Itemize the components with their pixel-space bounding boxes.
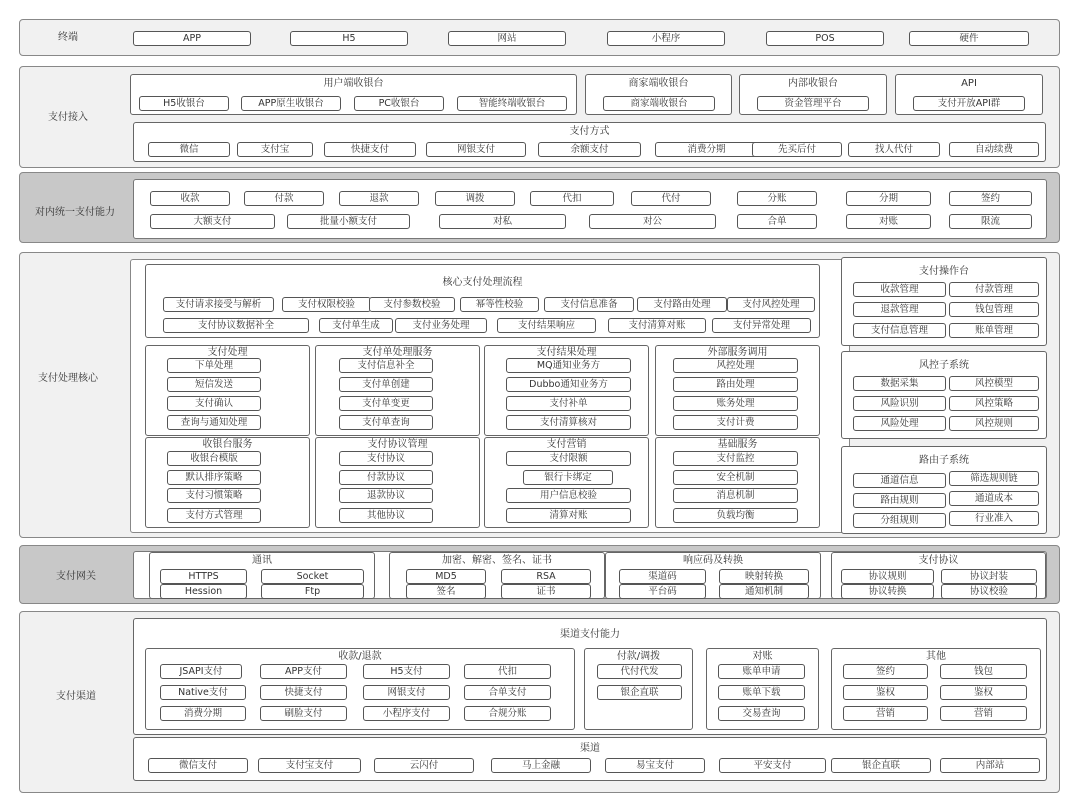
channel-item[interactable]: 云闪付 — [374, 758, 474, 773]
core-module-item[interactable]: 退款协议 — [339, 488, 433, 503]
core-module-item[interactable]: 支付监控 — [673, 451, 798, 466]
gateway-item[interactable]: HTTPS — [160, 569, 247, 584]
capability-item[interactable]: 对公 — [589, 214, 716, 229]
risk-subsystem-item[interactable]: 风险识别 — [853, 396, 946, 411]
gateway-group-title: 加密、解密、签名、证书 — [442, 555, 552, 566]
core-layer-title: 支付处理核心 — [38, 373, 98, 384]
route-subsystem — [841, 446, 1047, 534]
ops-console-item[interactable]: 账单管理 — [949, 323, 1039, 338]
terminal-layer-title: 终端 — [58, 32, 78, 43]
internal-cashier-item[interactable]: 资金管理平台 — [757, 96, 869, 111]
channels-group — [133, 737, 1047, 781]
risk-subsystem-item[interactable]: 风控模型 — [949, 376, 1039, 391]
risk-subsystem-item[interactable]: 数据采集 — [853, 376, 946, 391]
other-item[interactable]: 签约 — [843, 664, 928, 679]
user-cashier-item[interactable]: H5收银台 — [139, 96, 229, 111]
gateway-item[interactable]: 平台码 — [619, 584, 706, 599]
api-group — [895, 74, 1043, 115]
core-module-item[interactable]: 风控处理 — [673, 358, 798, 373]
other-item[interactable]: 营销 — [940, 706, 1027, 721]
reconcile-item[interactable]: 账单申请 — [718, 664, 805, 679]
other-group — [831, 648, 1041, 730]
capability-item[interactable]: 签约 — [949, 191, 1032, 206]
terminal-item[interactable]: APP — [133, 31, 251, 46]
core-flow-group — [145, 264, 820, 338]
core-flow-step[interactable]: 支付风控处理 — [727, 297, 815, 312]
gateway-group-title: 响应码及转换 — [683, 555, 743, 566]
payment-method-item[interactable]: 自动续费 — [949, 142, 1039, 157]
collect-refund-item[interactable]: Native支付 — [160, 685, 246, 700]
other-item[interactable]: 钱包 — [940, 664, 1027, 679]
core-flow-step[interactable]: 支付路由处理 — [637, 297, 727, 312]
payment-method-item[interactable]: 余额支付 — [538, 142, 641, 157]
core-flow-title: 核心支付处理流程 — [442, 277, 523, 288]
capability-item[interactable]: 退款 — [339, 191, 419, 206]
capability-panel — [133, 179, 1047, 239]
core-flow-step[interactable]: 支付业务处理 — [395, 318, 487, 333]
gateway-group — [605, 552, 821, 599]
core-module-item[interactable]: 下单处理 — [167, 358, 261, 373]
gateway-item[interactable]: 映射转换 — [719, 569, 809, 584]
capability-item[interactable]: 对私 — [439, 214, 566, 229]
payment-method-item[interactable]: 先买后付 — [752, 142, 842, 157]
merchant-cashier-title: 商家端收银台 — [628, 78, 689, 89]
collect-refund-item[interactable]: 刷脸支付 — [260, 706, 347, 721]
collect-refund-title: 收款/退款 — [338, 651, 382, 662]
payment-methods-group — [133, 122, 1046, 162]
gateway-item[interactable]: 协议校验 — [941, 584, 1037, 599]
capability-layer-title: 对内统一支付能力 — [35, 207, 115, 218]
collect-refund-item[interactable]: 快捷支付 — [260, 685, 347, 700]
gateway-group — [389, 552, 605, 599]
collect-refund-item[interactable]: 消费分期 — [160, 706, 246, 721]
pay-transfer-group — [584, 648, 693, 730]
gateway-item[interactable]: Socket — [261, 569, 364, 584]
core-module-item[interactable]: Dubbo通知业务方 — [506, 377, 631, 392]
terminal-item[interactable]: 硬件 — [909, 31, 1029, 46]
core-module-title: 支付处理 — [207, 347, 248, 358]
core-flow-step[interactable]: 支付单生成 — [319, 318, 393, 333]
payment-method-item[interactable]: 支付宝 — [237, 142, 313, 157]
terminal-item[interactable]: 小程序 — [607, 31, 725, 46]
capability-item[interactable]: 对账 — [846, 214, 931, 229]
ops-console-item[interactable]: 收款管理 — [853, 282, 946, 297]
core-module-title: 支付协议管理 — [367, 439, 428, 450]
channel-item[interactable]: 银企直联 — [831, 758, 931, 773]
gateway-item[interactable]: 证书 — [501, 584, 591, 599]
risk-subsystem-item[interactable]: 风控规则 — [949, 416, 1039, 431]
core-module-title: 支付单处理服务 — [362, 347, 433, 358]
core-flow-step[interactable]: 幂等性校验 — [460, 297, 539, 312]
core-module-item[interactable]: 支付确认 — [167, 396, 261, 411]
route-subsystem-item[interactable]: 路由规则 — [853, 493, 946, 508]
route-subsystem-item[interactable]: 通道成本 — [949, 491, 1039, 506]
core-module-item[interactable]: 用户信息校验 — [506, 488, 631, 503]
user-cashier-item[interactable]: PC收银台 — [354, 96, 444, 111]
core-module-item[interactable]: 查询与通知处理 — [167, 415, 261, 430]
channel-layer — [19, 611, 1060, 793]
reconcile-item[interactable]: 交易查询 — [718, 706, 805, 721]
ops-console-item[interactable]: 付款管理 — [949, 282, 1039, 297]
internal-cashier-title: 内部收银台 — [788, 78, 838, 89]
route-subsystem-item[interactable]: 筛选规则链 — [949, 471, 1039, 486]
channel-item[interactable]: 内部站 — [940, 758, 1040, 773]
channel-capability — [133, 618, 1047, 735]
core-module-item[interactable]: 安全机制 — [673, 470, 798, 485]
capability-item[interactable]: 代付 — [631, 191, 711, 206]
core-flow-step[interactable]: 支付信息准备 — [544, 297, 634, 312]
terminal-item[interactable]: POS — [766, 31, 884, 46]
reconcile-title: 对账 — [752, 651, 773, 662]
core-flow-step[interactable]: 支付请求接受与解析 — [163, 297, 274, 312]
capability-item[interactable]: 限流 — [949, 214, 1032, 229]
reconcile-group — [706, 648, 819, 730]
api-item[interactable]: 支付开放API群 — [913, 96, 1025, 111]
capability-layer — [19, 172, 1060, 243]
channel-item[interactable]: 微信支付 — [148, 758, 248, 773]
core-module — [315, 345, 480, 436]
core-module-item[interactable]: 其他协议 — [339, 508, 433, 523]
risk-subsystem-item[interactable]: 风控策略 — [949, 396, 1039, 411]
access-layer — [19, 66, 1060, 168]
core-module-item[interactable]: 收银台模版 — [167, 451, 261, 466]
collect-refund-item[interactable]: JSAPI支付 — [160, 664, 242, 679]
collect-refund-item[interactable]: H5支付 — [363, 664, 450, 679]
core-flow-step[interactable]: 支付协议数据补全 — [163, 318, 309, 333]
core-module-item[interactable]: 支付单变更 — [339, 396, 433, 411]
core-module-item[interactable]: 清算对账 — [506, 508, 631, 523]
payment-method-item[interactable]: 快捷支付 — [324, 142, 416, 157]
gateway-item[interactable]: 签名 — [406, 584, 486, 599]
terminal-item[interactable]: 网站 — [448, 31, 566, 46]
capability-item[interactable]: 代扣 — [530, 191, 614, 206]
core-flow-step[interactable]: 支付异常处理 — [712, 318, 811, 333]
route-subsystem-item[interactable]: 通道信息 — [853, 473, 946, 488]
collect-refund-item[interactable]: 代扣 — [464, 664, 551, 679]
gateway-item[interactable]: 协议封装 — [941, 569, 1037, 584]
gateway-item[interactable]: 协议规则 — [841, 569, 934, 584]
route-subsystem-title: 路由子系统 — [919, 455, 969, 466]
core-module-item[interactable]: 路由处理 — [673, 377, 798, 392]
capability-item[interactable]: 付款 — [244, 191, 324, 206]
gateway-item[interactable]: Ftp — [261, 584, 364, 599]
payment-method-item[interactable]: 消费分期 — [655, 142, 758, 157]
user-cashier-item[interactable]: 智能终端收银台 — [457, 96, 567, 111]
channel-item[interactable]: 易宝支付 — [605, 758, 705, 773]
channel-item[interactable]: 平安支付 — [719, 758, 826, 773]
gateway-item[interactable]: MD5 — [406, 569, 486, 584]
merchant-cashier-group — [585, 74, 732, 115]
core-module-title: 外部服务调用 — [707, 347, 768, 358]
collect-refund-group — [145, 648, 575, 730]
core-flow-step[interactable]: 支付权限校验 — [282, 297, 371, 312]
channels-title: 渠道 — [580, 743, 600, 754]
capability-item[interactable]: 合单 — [737, 214, 817, 229]
other-item[interactable]: 营销 — [843, 706, 928, 721]
core-module-item[interactable]: 支付协议 — [339, 451, 433, 466]
payment-methods-title: 支付方式 — [569, 126, 610, 137]
channel-capability-title: 渠道支付能力 — [560, 629, 620, 640]
payment-method-item[interactable]: 找人代付 — [848, 142, 940, 157]
gateway-item[interactable]: 通知机制 — [719, 584, 809, 599]
gateway-group-title: 通讯 — [252, 555, 272, 566]
capability-item[interactable]: 分账 — [737, 191, 817, 206]
pay-transfer-item[interactable]: 银企直联 — [597, 685, 682, 700]
capability-item[interactable]: 收款 — [150, 191, 230, 206]
other-item[interactable]: 鉴权 — [843, 685, 928, 700]
core-module-item[interactable]: 支付清算核对 — [506, 415, 631, 430]
gateway-layer — [19, 545, 1060, 604]
user-cashier-title: 用户端收银台 — [323, 78, 384, 89]
core-module-item[interactable]: 支付限额 — [506, 451, 631, 466]
collect-refund-item[interactable]: 小程序支付 — [363, 706, 450, 721]
core-module — [315, 437, 480, 528]
user-cashier-item[interactable]: APP原生收银台 — [241, 96, 341, 111]
pay-transfer-item[interactable]: 代付代发 — [597, 664, 682, 679]
channel-layer-title: 支付渠道 — [56, 691, 96, 702]
core-module-item[interactable]: 支付单创建 — [339, 377, 433, 392]
core-layer — [19, 252, 1060, 538]
core-module-item[interactable]: MQ通知业务方 — [506, 358, 631, 373]
gateway-item[interactable]: 渠道码 — [619, 569, 706, 584]
core-module-item[interactable]: 付款协议 — [339, 470, 433, 485]
core-module — [655, 345, 820, 436]
gateway-layer-title: 支付网关 — [56, 571, 96, 582]
core-module-title: 支付结果处理 — [536, 347, 597, 358]
gateway-group — [149, 552, 375, 599]
core-module — [145, 437, 310, 528]
core-module-item[interactable]: 支付计费 — [673, 415, 798, 430]
core-module-item[interactable]: 支付习惯策略 — [167, 488, 261, 503]
core-flow-step[interactable]: 支付清算对账 — [608, 318, 706, 333]
core-module-item[interactable]: 支付信息补全 — [339, 358, 433, 373]
core-module-item[interactable]: 消息机制 — [673, 488, 798, 503]
collect-refund-item[interactable]: APP支付 — [260, 664, 347, 679]
core-flow-step[interactable]: 支付参数校验 — [369, 297, 455, 312]
core-module-item[interactable]: 负载均衡 — [673, 508, 798, 523]
core-module-item[interactable]: 短信发送 — [167, 377, 261, 392]
core-module-item[interactable]: 银行卡绑定 — [523, 470, 613, 485]
capability-item[interactable]: 调拨 — [435, 191, 515, 206]
gateway-item[interactable]: RSA — [501, 569, 591, 584]
core-module — [484, 437, 649, 528]
route-subsystem-item[interactable]: 行业准入 — [949, 511, 1039, 526]
internal-cashier-group — [739, 74, 887, 115]
api-title: API — [961, 78, 977, 89]
core-module — [655, 437, 820, 528]
core-module-title: 基础服务 — [717, 439, 758, 450]
risk-subsystem-title: 风控子系统 — [919, 360, 969, 371]
core-module-title: 支付营销 — [546, 439, 587, 450]
collect-refund-item[interactable]: 合单支付 — [464, 685, 551, 700]
ops-console-title: 支付操作台 — [919, 266, 969, 277]
terminal-layer — [19, 19, 1060, 56]
core-module-item[interactable]: 支付单查询 — [339, 415, 433, 430]
capability-item[interactable]: 批量小额支付 — [287, 214, 410, 229]
capability-item[interactable]: 大额支付 — [150, 214, 275, 229]
channel-item[interactable]: 支付宝支付 — [258, 758, 361, 773]
collect-refund-item[interactable]: 网银支付 — [363, 685, 450, 700]
core-module — [484, 345, 649, 436]
gateway-group — [831, 552, 1046, 599]
risk-subsystem-item[interactable]: 风险处理 — [853, 416, 946, 431]
risk-subsystem — [841, 351, 1047, 439]
core-module-item[interactable]: 支付方式管理 — [167, 508, 261, 523]
ops-console-item[interactable]: 钱包管理 — [949, 302, 1039, 317]
payment-method-item[interactable]: 微信 — [148, 142, 230, 157]
user-cashier-group — [130, 74, 577, 115]
core-module-item[interactable]: 默认排序策略 — [167, 470, 261, 485]
payment-method-item[interactable]: 网银支付 — [426, 142, 526, 157]
merchant-cashier-item[interactable]: 商家端收银台 — [603, 96, 715, 111]
other-title: 其他 — [926, 651, 946, 662]
collect-refund-item[interactable]: 合规分账 — [464, 706, 551, 721]
capability-item[interactable]: 分期 — [846, 191, 931, 206]
reconcile-item[interactable]: 账单下载 — [718, 685, 805, 700]
core-module-item[interactable]: 账务处理 — [673, 396, 798, 411]
other-item[interactable]: 鉴权 — [940, 685, 1027, 700]
core-module-item[interactable]: 支付补单 — [506, 396, 631, 411]
pay-transfer-title: 付款/调拨 — [616, 651, 661, 662]
access-layer-title: 支付接入 — [48, 112, 88, 123]
gateway-group-title: 支付协议 — [918, 555, 959, 566]
core-module — [145, 345, 310, 436]
core-module-title: 收银台服务 — [202, 439, 253, 450]
gateway-item[interactable]: Hession — [160, 584, 247, 599]
gateway-item[interactable]: 协议转换 — [841, 584, 934, 599]
channel-item[interactable]: 马上金融 — [491, 758, 591, 773]
core-flow-step[interactable]: 支付结果响应 — [497, 318, 596, 333]
ops-console-item[interactable]: 退款管理 — [853, 302, 946, 317]
ops-console — [841, 257, 1047, 346]
ops-console-item[interactable]: 支付信息管理 — [853, 323, 946, 338]
terminal-item[interactable]: H5 — [290, 31, 408, 46]
route-subsystem-item[interactable]: 分组规则 — [853, 513, 946, 528]
